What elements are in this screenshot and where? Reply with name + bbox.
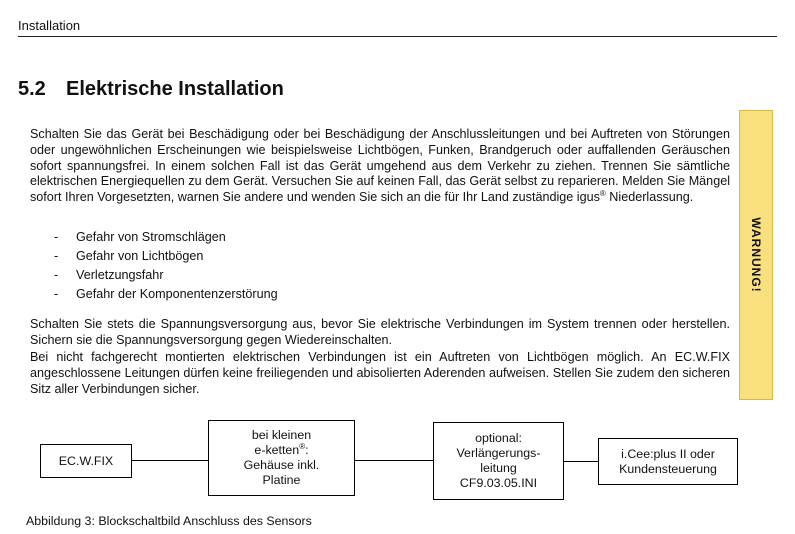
- power-off-paragraph: Schalten Sie stets die Spannungsversorgung aus, bevor Sie elektrische Verbindungen im System trennen oder herstellen. Sichern sie die Spannungsversorgung gegen Wiedereinschalten.: [30, 317, 730, 347]
- registered-mark: ®: [299, 441, 306, 451]
- list-item: [54, 228, 278, 247]
- hazard-text: Gefahr von Stromschlägen: [76, 230, 226, 244]
- figure-caption: Abbildung 3: Blockschaltbild Anschluss des Sensors: [26, 514, 312, 528]
- block-line: e-ketten: [254, 443, 300, 457]
- dash-bullet: -: [54, 249, 59, 263]
- list-item: [54, 285, 278, 304]
- warning-label: WARNUNG!: [749, 217, 763, 293]
- block-line: CF9.03.05.INI: [459, 476, 538, 490]
- connection-line: [355, 460, 433, 461]
- block-line: optional:: [475, 431, 522, 445]
- warning-text: Schalten Sie das Gerät bei Beschädigung oder bei Beschädigung der Anschlussleitungen und bei Auftreten von Störungen oder ungewöhnlichen Erscheinungen wie beispielsweise Lichtbögen, Funken, Brandgeruch oder auffallenden Geräuschen sofort spannungsfrei. In einem solchen Fall ist das Gerät umgehend aus dem Verkehr zu ziehen. Trennen Sie sämtliche elektrischen Energiequellen zu dem Gerät. Versuchen Sie auf keinen Fall, das Gerät selbst zu reparieren. Melden Sie Mängel sofort Ihren Vorgesetzten, warnen Sie andere und wenden Sie sich an die für Ihr Land zuständige igus: [30, 127, 730, 205]
- block-line: Kundensteuerung: [619, 461, 717, 476]
- block-label: EC.W.FIX: [58, 453, 114, 468]
- block-line: leitung: [480, 461, 517, 475]
- section-title: [18, 78, 284, 101]
- registered-mark: ®: [599, 189, 606, 198]
- list-item: [54, 266, 278, 285]
- section-number: 5.2: [18, 78, 46, 100]
- block-line: :: [305, 443, 309, 457]
- block-line: bei kleinen: [251, 428, 312, 442]
- block-line: i.Cee:plus II oder: [621, 446, 715, 461]
- hazard-text: Gefahr der Komponentenzerstörung: [76, 287, 278, 301]
- hazard-text: Gefahr von Lichtbögen: [76, 249, 204, 263]
- block-line: Gehäuse inkl.: [243, 458, 320, 472]
- dash-bullet: -: [54, 268, 59, 282]
- connection-line: [564, 461, 598, 462]
- block-line: Verlängerungs-: [456, 446, 541, 460]
- connection-line: [132, 460, 208, 461]
- dash-bullet: -: [54, 287, 59, 301]
- list-item: [54, 247, 278, 266]
- block-controller: [598, 438, 738, 485]
- block-line: Platine: [262, 473, 301, 487]
- block-extension-cable: [433, 422, 564, 500]
- warning-sidebar: [739, 110, 773, 400]
- block-ecwfix: [40, 444, 132, 478]
- section-title-text: Elektrische Installation: [66, 78, 284, 100]
- hazard-text: Verletzungsfahr: [76, 268, 164, 282]
- warning-paragraph: [30, 127, 730, 206]
- running-header: Installation: [18, 18, 81, 33]
- hazard-list: [54, 228, 278, 304]
- arc-paragraph: Bei nicht fachgerecht montierten elektrischen Verbindungen ist ein Auftreten von Lichtbögen möglich. An EC.W.FIX angeschlossene Leitungen dürfen keine freiliegenden und abisolierten Aderenden aufweisen. Stellen Sie zudem den sicheren Sitz aller Verbindungen sicher.: [30, 350, 730, 396]
- block-housing: [208, 420, 355, 496]
- dash-bullet: -: [54, 230, 59, 244]
- header-rule: [18, 36, 777, 37]
- warning-text-end: Niederlassung.: [605, 190, 694, 205]
